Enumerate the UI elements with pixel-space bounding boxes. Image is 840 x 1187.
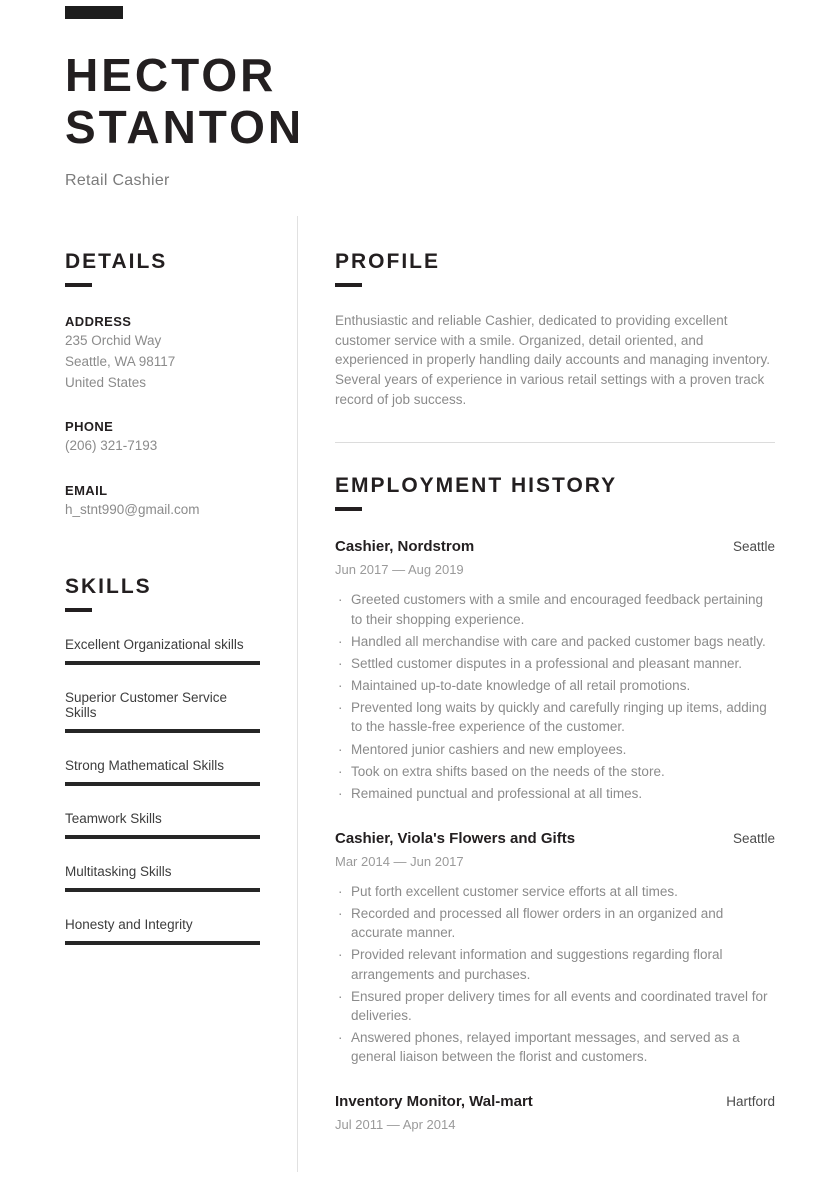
skill-level-bar (65, 729, 260, 733)
job-title: Cashier, Viola's Flowers and Gifts (335, 830, 576, 848)
skill-item (65, 637, 260, 665)
bullet-item: · Remained punctual and professional at all times. (335, 784, 775, 803)
bullet-item: · Recorded and processed all flower orders in an organized and accurate manner. (335, 904, 775, 942)
bullet-item: · Settled customer disputes in a professional and pleasant manner. (335, 654, 775, 673)
job-header (335, 538, 775, 555)
address-line: 235 Orchid Way (65, 332, 162, 348)
candidate-name-line1: HECTOR (65, 49, 277, 101)
job-title: Inventory Monitor, Wal-mart (335, 1093, 533, 1111)
skill-level-bar (65, 661, 260, 665)
employment-heading-underline (335, 507, 362, 511)
address-line: Seattle, WA 98117 (65, 354, 176, 370)
job-entry (335, 1093, 775, 1132)
skill-level-bar (65, 782, 260, 786)
email-group (65, 483, 260, 519)
email-value: h_stnt990@gmail.com (65, 501, 200, 517)
bullet-item: · Provided relevant information and suggestions regarding floral arrangements and purchases. (335, 945, 775, 983)
job-dates: Mar 2014 — Jun 2017 (335, 854, 464, 870)
profile-text: Enthusiastic and reliable Cashier, dedicated to providing excellent customer service with a smile. Organized, detail oriented, and experienced in properly handling daily accounts and managing inventory. Several years of experience in various retail settings with a proven track record of job success. (335, 312, 771, 407)
skill-item (65, 864, 260, 892)
skill-item (65, 758, 260, 786)
job-location: Hartford (726, 1094, 775, 1110)
details-section (65, 250, 260, 519)
bullet-item: · Put forth excellent customer service efforts at all times. (335, 882, 775, 901)
email-label: EMAIL (65, 482, 108, 498)
skill-item (65, 811, 260, 839)
job-header (335, 1093, 775, 1110)
bullet-item: · Prevented long waits by quickly and carefully ringing up items, adding to the hassle-free experience of the customer. (335, 698, 775, 736)
skill-name: Multitasking Skills (65, 863, 172, 879)
job-location: Seattle (732, 539, 775, 555)
job-dates: Jun 2017 — Aug 2019 (335, 562, 464, 578)
main-content (298, 216, 840, 1172)
resume-header (0, 0, 840, 190)
phone-label: PHONE (65, 419, 114, 435)
bullet-item: · Handled all merchandise with care and packed customer bags neatly. (335, 632, 775, 651)
skill-level-bar (65, 941, 260, 945)
job-title: Cashier, Nordstrom (335, 538, 475, 556)
accent-bar (65, 6, 123, 19)
address-label: ADDRESS (65, 313, 132, 329)
details-heading-underline (65, 283, 92, 287)
employment-heading: EMPLOYMENT HISTORY (335, 474, 618, 498)
skill-level-bar (65, 888, 260, 892)
sidebar (0, 216, 298, 1172)
skill-name: Superior Customer Service Skills (65, 689, 228, 720)
skills-heading: SKILLS (65, 574, 152, 598)
bullet-item: · Took on extra shifts based on the needs of the store. (335, 762, 775, 781)
bullet-item: · Maintained up-to-date knowledge of all retail promotions. (335, 676, 775, 695)
job-header (335, 830, 775, 847)
job-bullets (335, 882, 775, 1066)
skill-level-bar (65, 835, 260, 839)
section-divider (335, 442, 775, 443)
job-title-subtitle: Retail Cashier (65, 171, 170, 189)
bullet-item: · Mentored junior cashiers and new employees. (335, 740, 775, 759)
resume-columns (0, 216, 840, 1172)
details-heading: DETAILS (65, 249, 168, 273)
job-location: Seattle (732, 831, 775, 847)
phone-value: (206) 321-7193 (65, 438, 158, 454)
profile-heading: PROFILE (335, 249, 441, 273)
skill-item (65, 917, 260, 945)
profile-heading-underline (335, 283, 362, 287)
profile-section (335, 250, 775, 410)
address-line: United States (65, 375, 147, 391)
skill-item (65, 690, 260, 733)
skill-name: Excellent Organizational skills (65, 636, 244, 652)
employment-section (335, 474, 775, 1132)
job-bullets (335, 590, 775, 803)
candidate-name (65, 50, 775, 154)
address-group (65, 314, 260, 392)
phone-group (65, 419, 260, 455)
skills-section (65, 575, 260, 945)
bullet-item: · Greeted customers with a smile and encouraged feedback pertaining to their shopping experience. (335, 590, 775, 628)
skill-name: Strong Mathematical Skills (65, 757, 225, 773)
skill-name: Teamwork Skills (65, 810, 162, 826)
candidate-name-line2: STANTON (65, 100, 305, 153)
job-dates: Jul 2011 — Apr 2014 (335, 1117, 456, 1133)
bullet-item: · Answered phones, relayed important messages, and served as a general liaison between the florist and customers. (335, 1028, 775, 1066)
bullet-item: · Ensured proper delivery times for all events and coordinated travel for deliveries. (335, 987, 775, 1025)
skills-heading-underline (65, 608, 92, 612)
job-entry (335, 830, 775, 1066)
job-entry (335, 538, 775, 803)
skill-name: Honesty and Integrity (65, 916, 193, 932)
